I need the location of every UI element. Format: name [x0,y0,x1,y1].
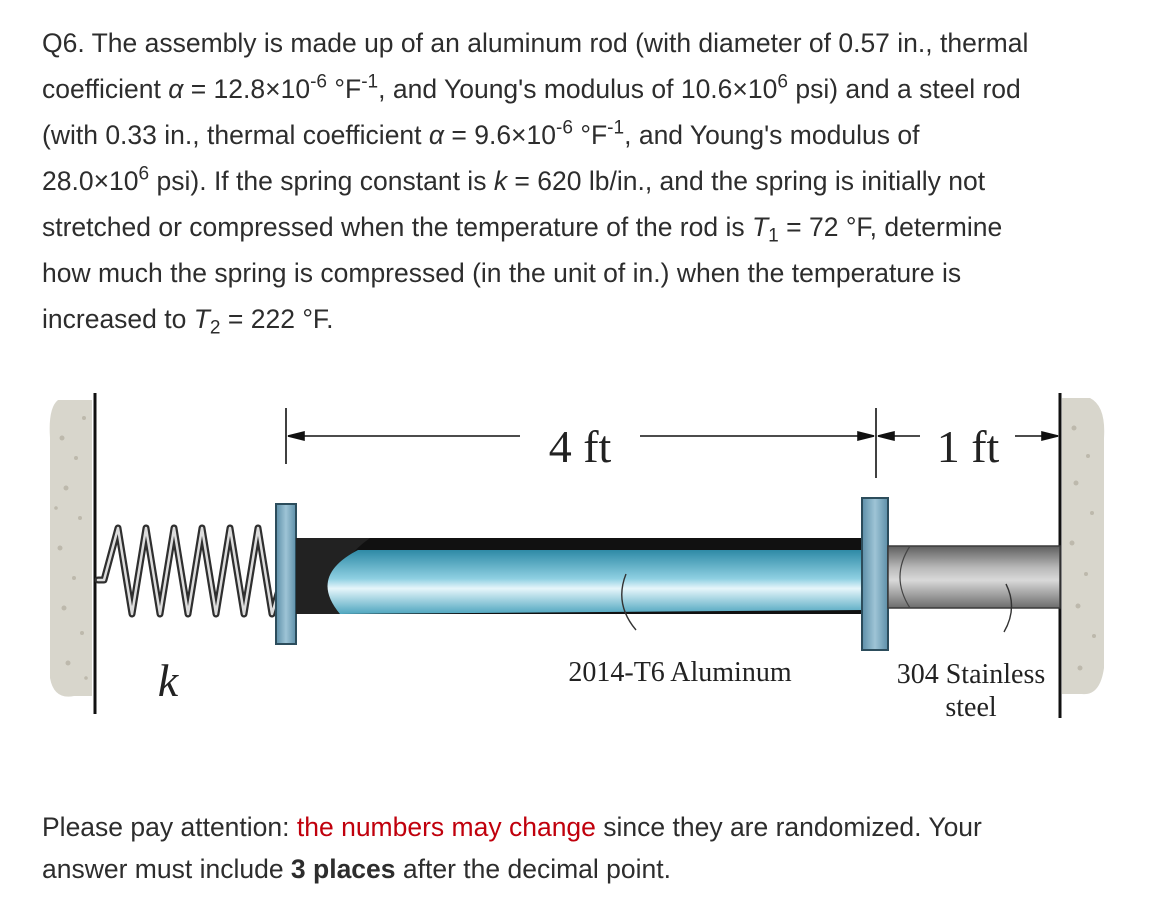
question-line-7: increased to $T_2 = 222$ °F. [42,304,334,339]
middle-flange [862,498,888,650]
question-line-1: Q6. The assembly is made up of an aluminum rod (with diameter of 0.57 in., thermal [42,28,1029,58]
steel-label-line-2: steel [945,692,997,723]
aluminum-label: 2014-T6 Aluminum [568,657,792,688]
left-flange [276,504,296,644]
steel-rod [888,546,1060,632]
note-highlight: the numbers may change [296,812,596,842]
dim-label-1ft: 1 ft [936,421,1000,472]
assembly-figure [40,378,1130,738]
question-line-4: $28.0\times 10^6$ psi). If the spring constant is k = 620 lb/in., and the spring is initially not [42,163,986,196]
steel-label-line-1: 304 Stainless [896,659,1046,690]
question-line-2: coefficient $\alpha = 12.8\times 10^{-6}$ $^\circ F^{-1}$, and Young's modulus of $10.6\times 10^6$ psi) and a steel rod [42,71,1021,104]
question-line-3: (with 0.33 in., thermal coefficient $\alpha = 9.6\times 10^{-6}$ $^\circ F^{-1}$, and Young's modulus of [42,117,920,150]
note-bold: 3 places [290,854,396,884]
question-text [42,20,1132,342]
right-wall [1060,393,1104,718]
question-line-5: stretched or compressed when the temperature of the rod is $T_1 = 72$ °F, determine [42,212,1003,247]
left-wall [50,393,95,714]
question-line-6: how much the spring is compressed (in the unit of in.) when the temperature is [42,258,962,288]
dim-label-4ft: 4 ft [548,421,612,472]
spring [98,528,282,614]
note-text: Please pay attention: the numbers may change since they are randomized. Your answer must include 3 places after the decimal point. [42,812,982,884]
aluminum-rod [296,538,864,630]
spring-constant-label: k [157,655,179,706]
